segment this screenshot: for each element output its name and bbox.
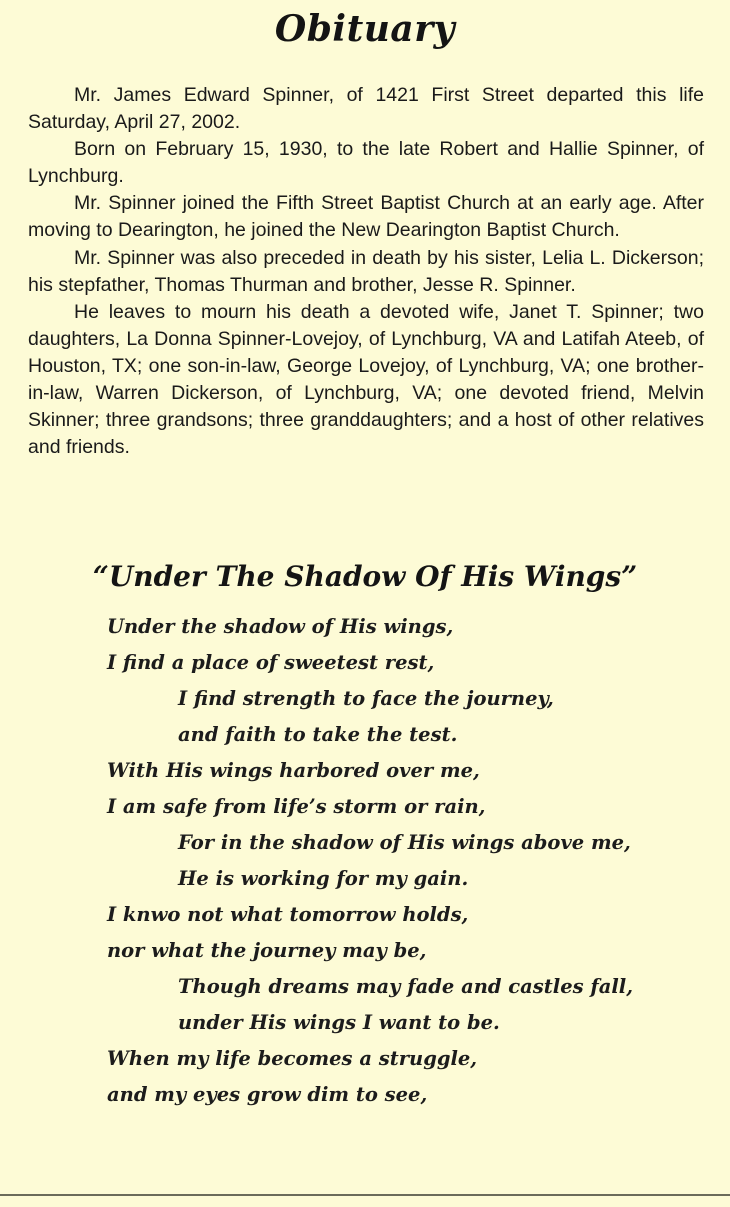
poem-line: I find a place of sweetest rest,: [107, 651, 435, 674]
poem-line: under His wings I want to be.: [178, 1011, 500, 1034]
poem-line: I am safe from life’s storm or rain,: [107, 795, 486, 818]
poem-line: nor what the journey may be,: [107, 939, 427, 962]
poem-title: “Under The Shadow Of His Wings”: [92, 560, 638, 593]
poem-line: and faith to take the test.: [178, 723, 458, 746]
poem-line: For in the shadow of His wings above me,: [178, 831, 631, 854]
poem-line: and my eyes grow dim to see,: [107, 1083, 428, 1106]
obituary-paragraph: Mr. James Edward Spinner, of 1421 First Street departed this life Saturday, April 27, 2002.: [28, 84, 704, 134]
obituary-paragraph: He leaves to mourn his death a devoted wife, Janet T. Spinner; two daughters, La Donna Spinner-Lovejoy, of Lynchburg, VA and Latifah Ateeb, of Houston, TX; one son-in-law, George Lovejoy, of Lynchburg, VA; one brother-in-law, Warren Dickerson, of Lynchburg, VA; one devoted friend, Melvin Skinner; three grandsons; three granddaughters; and a host of other relatives and friends.: [28, 300, 704, 459]
poem-line: When my life becomes a struggle,: [107, 1047, 478, 1070]
poem-line: With His wings harbored over me,: [107, 759, 480, 782]
obituary-paragraph: Mr. Spinner joined the Fifth Street Baptist Church at an early age. After moving to Dearington, he joined the New Dearington Baptist Church.: [28, 192, 704, 242]
bottom-divider: [0, 1194, 730, 1196]
poem-line: I knwo not what tomorrow holds,: [107, 903, 469, 926]
obituary-paragraph: Born on February 15, 1930, to the late Robert and Hallie Spinner, of Lynchburg.: [28, 138, 704, 188]
poem-line: Under the shadow of His wings,: [107, 615, 454, 638]
page-title: Obituary: [274, 8, 456, 50]
obituary-paragraph: Mr. Spinner was also preceded in death by his sister, Lelia L. Dickerson; his stepfather, Thomas Thurman and brother, Jesse R. Spinner.: [28, 246, 704, 296]
poem-line: He is working for my gain.: [178, 867, 469, 890]
poem-line: Though dreams may fade and castles fall,: [178, 975, 634, 998]
poem-line: I find strength to face the journey,: [178, 687, 554, 710]
obituary-text: [28, 82, 704, 461]
